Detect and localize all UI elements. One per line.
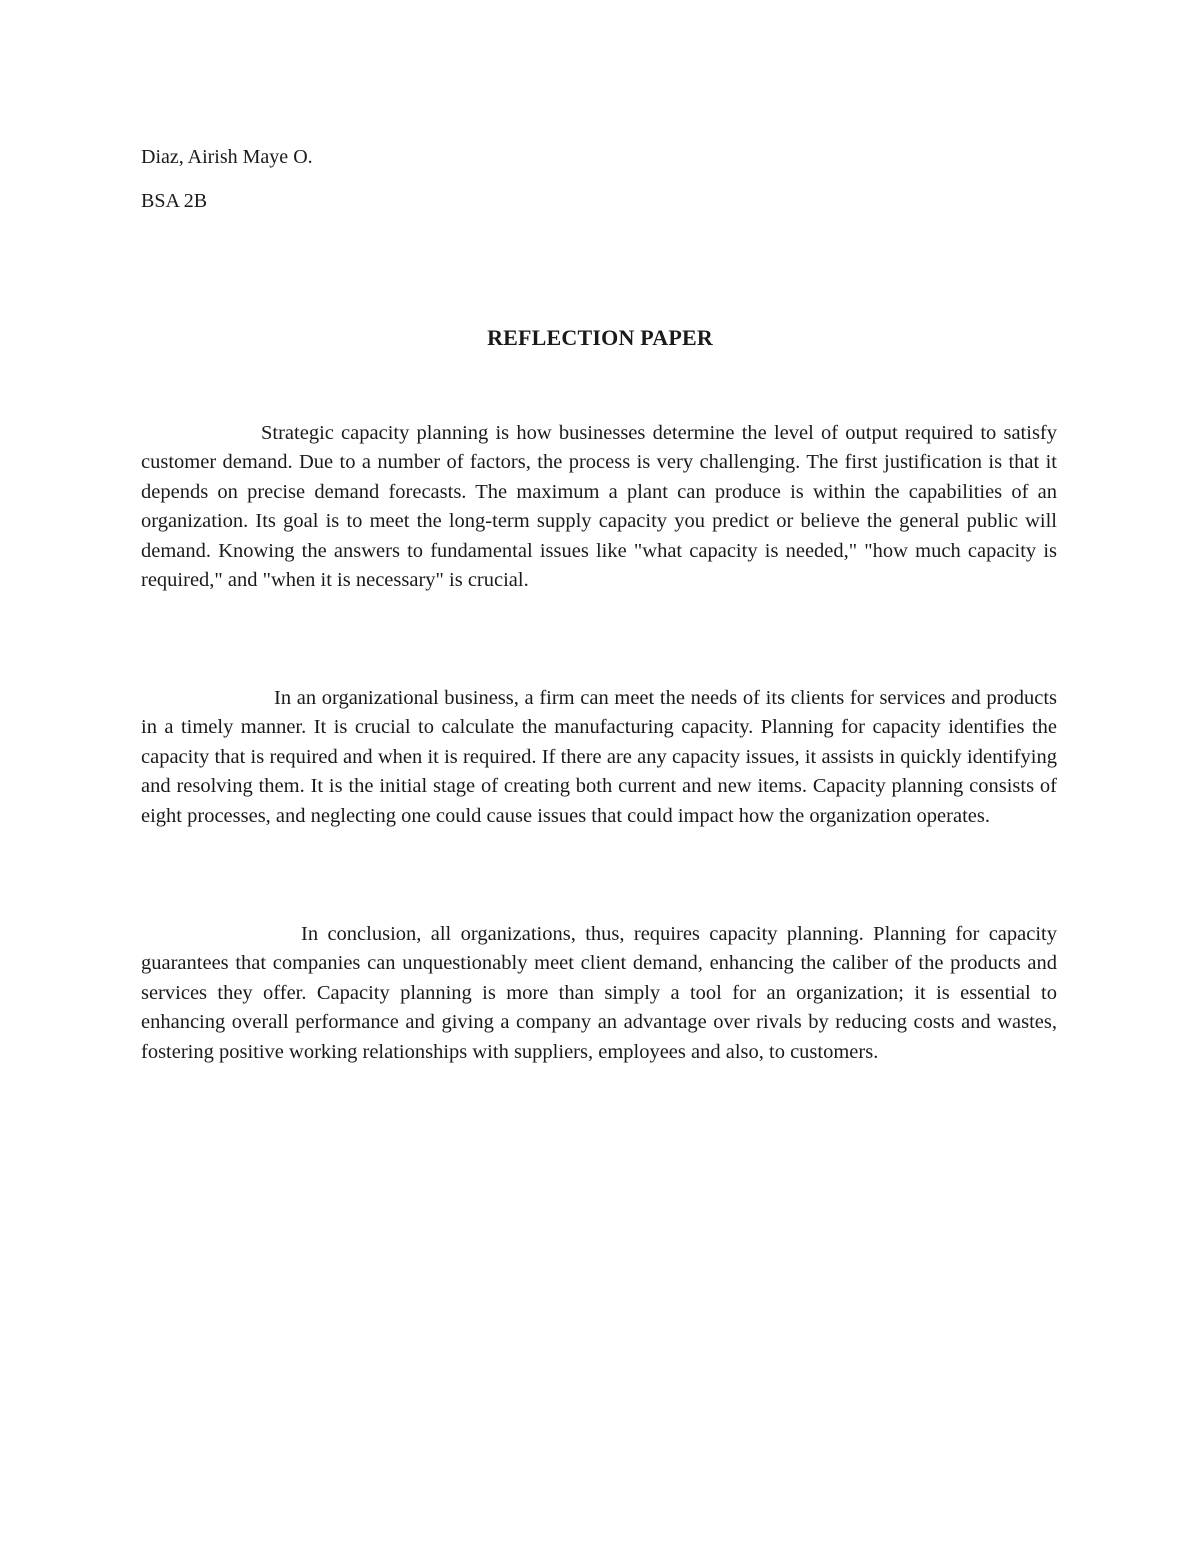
paragraph-2: In an organizational business, a firm can meet the needs of its clients for services and products in a timely manner. It is crucial to calculate the manufacturing capacity. Planning for capacity identifies the capacity that is required and when it is required. If there are any capacity issues, it assists in quickly identifying and resolving them. It is the initial stage of creating both current and new items. Capacity planning consists of eight processes, and neglecting one could cause issues that could impact how the organization operates. (141, 687, 1057, 827)
document-title: REFLECTION PAPER (487, 325, 713, 350)
paragraph-1: Strategic capacity planning is how businesses determine the level of output required to satisfy customer demand. Due to a number of factors, the process is very challenging. The first justification is that it depends on precise demand forecasts. The maximum a plant can produce is within the capabilities of an organization. Its goal is to meet the long-term supply capacity you predict or believe the general public will demand. Knowing the answers to fundamental issues like "what capacity is needed," "how much capacity is required," and "when it is necessary" is crucial. (141, 422, 1057, 592)
author-name: Diaz, Airish Maye O. (141, 146, 313, 168)
paragraph-3: In conclusion, all organizations, thus, requires capacity planning. Planning for capacity guarantees that companies can unquestionably meet client demand, enhancing the caliber of the products and services they offer. Capacity planning is more than simply a tool for an organization; it is essential to enhancing overall performance and giving a company an advantage over rivals by reducing costs and wastes, fostering positive working relationships with suppliers, employees and also, to customers. (141, 923, 1057, 1063)
course-section: BSA 2B (141, 190, 208, 212)
